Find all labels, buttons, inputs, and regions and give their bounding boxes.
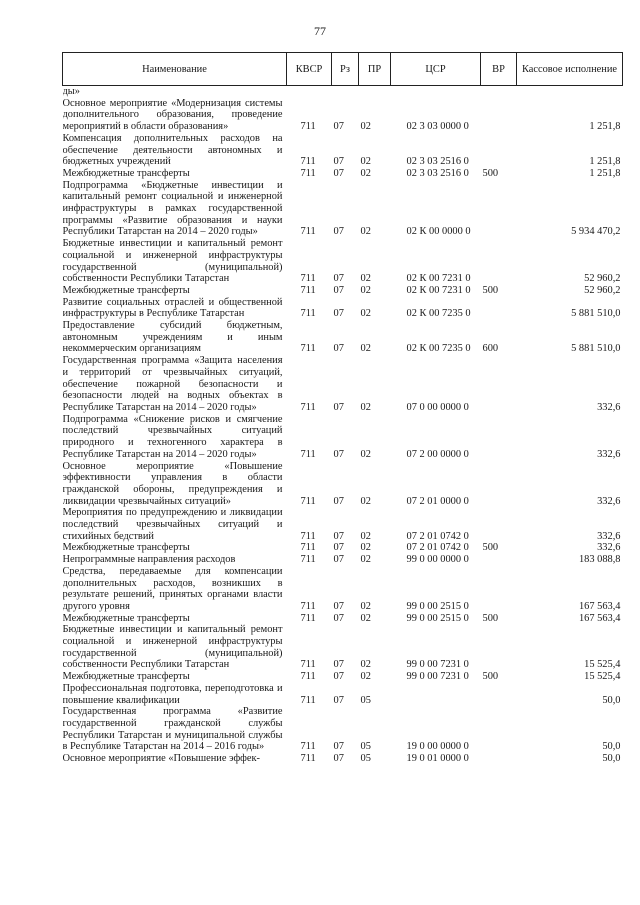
- cell-name: Непрограммные направления расходов: [62, 554, 236, 566]
- cell-pr: 02: [360, 226, 371, 238]
- cell-rz: 07: [333, 600, 344, 612]
- cell-rz: 07: [333, 226, 344, 238]
- cell-name: Мероприятия по предупреждению и ликвидации последствий чрезвычайных ситуаций и стихийных бедствий: [62, 507, 283, 542]
- cell-sum: 167 563,4: [578, 600, 621, 612]
- cell-csr: 02 К 00 7235 0: [406, 343, 471, 355]
- cell-sum: 50,0: [602, 694, 621, 706]
- column-header-kvsr: КВСР: [287, 53, 332, 86]
- cell-vr: [481, 507, 517, 542]
- cell-rz: 07: [333, 542, 344, 554]
- table-row: [63, 238, 623, 285]
- cell-csr: 02 К 00 7235 0: [406, 308, 471, 320]
- cell-name: ды»: [62, 86, 80, 97]
- cell-sum: 15 525,4: [584, 671, 621, 683]
- table-row: [63, 683, 623, 706]
- cell-csr: 99 0 00 2515 0: [406, 612, 469, 624]
- cell-kvsr: 711: [300, 401, 316, 413]
- cell-rz: 07: [333, 273, 344, 285]
- budget-table: [62, 52, 623, 765]
- cell-sum: 332,6: [597, 448, 621, 460]
- cell-kvsr: 711: [300, 741, 316, 753]
- cell-pr: 05: [360, 753, 371, 765]
- table-row: [63, 285, 623, 297]
- cell-kvsr: 711: [300, 530, 316, 542]
- cell-rz: 07: [333, 495, 344, 507]
- cell-kvsr: 711: [300, 273, 316, 285]
- cell-kvsr: 711: [300, 671, 316, 683]
- cell-rz: 07: [333, 659, 344, 671]
- table-body: [63, 86, 623, 765]
- cell-vr: 500: [482, 284, 499, 296]
- column-header-csr: ЦСР: [391, 53, 481, 86]
- cell-sum: 332,6: [597, 542, 621, 554]
- cell-pr: 02: [360, 448, 371, 460]
- cell-pr: 02: [360, 612, 371, 624]
- cell-kvsr: 711: [300, 167, 316, 179]
- cell-pr: 02: [360, 659, 371, 671]
- cell-name: Межбюджетные трансферты: [62, 284, 190, 296]
- cell-pr: 02: [360, 554, 371, 566]
- cell-pr: 02: [360, 308, 371, 320]
- cell-name: Профессиональная подготовка, переподготовка и повышение квалификации: [62, 682, 283, 706]
- cell-vr: [481, 753, 517, 765]
- cell-pr: 02: [360, 671, 371, 683]
- cell-kvsr: 711: [300, 542, 316, 554]
- cell-name: Основное мероприятие «Повышение эффективности управления в области гражданской обороны, предупреждения и ликвидации чрезвычайных ситуаций»: [62, 460, 283, 507]
- table-row: [63, 624, 623, 671]
- cell-sum: 5 881 510,0: [571, 343, 621, 355]
- cell-kvsr: 711: [300, 554, 316, 566]
- cell-csr: 19 0 00 0000 0: [406, 741, 469, 753]
- cell-rz: 07: [333, 741, 344, 753]
- cell-vr: [481, 414, 517, 461]
- cell-vr: 500: [482, 542, 499, 554]
- cell-pr: [359, 86, 391, 98]
- cell-csr: 02 3 03 2516 0: [406, 167, 469, 179]
- cell-csr: 02 К 00 7231 0: [406, 273, 471, 285]
- cell-vr: 500: [482, 167, 499, 179]
- cell-name: Межбюджетные трансферты: [62, 671, 190, 683]
- table-row: [63, 86, 623, 98]
- cell-csr: 07 2 01 0742 0: [406, 530, 469, 542]
- cell-sum: 183 088,8: [578, 554, 621, 566]
- cell-name: Предоставление субсидий бюджетным, автономным учреждениям и иным некоммерческим организациям: [62, 320, 283, 355]
- table-row: [63, 180, 623, 239]
- cell-kvsr: 711: [300, 308, 316, 320]
- column-header-sum: Кассовое исполнение: [517, 53, 623, 86]
- cell-sum: 50,0: [602, 753, 621, 765]
- cell-sum: 52 960,2: [584, 284, 621, 296]
- cell-kvsr: 711: [300, 343, 316, 355]
- cell-sum: 50,0: [602, 741, 621, 753]
- table-row: [63, 320, 623, 355]
- cell-csr: 02 3 03 2516 0: [406, 156, 469, 168]
- cell-vr: [481, 624, 517, 671]
- table-row: [63, 133, 623, 168]
- cell-vr: [481, 180, 517, 239]
- cell-sum: 5 881 510,0: [571, 308, 621, 320]
- cell-name: Средства, передаваемые для компенсации дополнительных расходов, возникших в результате решений, принятых органами власти другого уровня: [62, 565, 283, 612]
- cell-rz: 07: [333, 753, 344, 765]
- cell-vr: 600: [482, 343, 499, 355]
- cell-vr: [481, 706, 517, 753]
- cell-pr: 02: [360, 542, 371, 554]
- cell-name: Бюджетные инвестиции и капитальный ремонт социальной и инженерной инфраструктуры государственной (муниципальной) собственности Республики Татарстан: [62, 238, 283, 285]
- cell-rz: 07: [333, 284, 344, 296]
- table-row: [63, 98, 623, 133]
- cell-csr: 07 2 00 0000 0: [406, 448, 469, 460]
- cell-rz: 07: [333, 612, 344, 624]
- table-row: [63, 566, 623, 613]
- cell-name: Компенсация дополнительных расходов на обеспечение деятельности автономных и бюджетных учреждений: [62, 132, 283, 168]
- cell-vr: [481, 566, 517, 613]
- cell-pr: 02: [360, 530, 371, 542]
- cell-pr: 05: [360, 694, 371, 706]
- cell-kvsr: 711: [300, 121, 316, 133]
- column-header-pr: ПР: [359, 53, 391, 86]
- table-row: [63, 507, 623, 542]
- cell-vr: [481, 98, 517, 133]
- table-row: [63, 542, 623, 554]
- cell-kvsr: 711: [300, 156, 316, 168]
- cell-sum: 52 960,2: [584, 273, 621, 285]
- cell-kvsr: 711: [300, 495, 316, 507]
- cell-vr: [481, 554, 517, 566]
- cell-rz: 07: [333, 554, 344, 566]
- cell-pr: 02: [360, 600, 371, 612]
- cell-csr: 99 0 00 7231 0: [406, 671, 469, 683]
- cell-csr: 99 0 00 2515 0: [406, 600, 469, 612]
- cell-sum: 332,6: [597, 401, 621, 413]
- cell-csr: 07 2 01 0000 0: [406, 495, 469, 507]
- column-header-vr: ВР: [481, 53, 517, 86]
- cell-vr: 500: [482, 612, 499, 624]
- cell-name: Государственная программа «Развитие государственной гражданской службы Республики Татарстан и муниципальной службы в Республике Татарстан на 2014 – 2016 годы»: [62, 706, 283, 753]
- cell-name: Подпрограмма «Снижение рисков и смягчение последствий чрезвычайных ситуаций природного и техногенного характера в Республике Татарстан на 2014 – 2020 годы»: [62, 413, 283, 460]
- cell-pr: 05: [360, 741, 371, 753]
- table-row: [63, 355, 623, 414]
- cell-pr: 02: [360, 284, 371, 296]
- cell-vr: [481, 461, 517, 508]
- cell-csr: [391, 683, 481, 706]
- page-number: 77: [314, 24, 326, 38]
- cell-sum: 1 251,8: [589, 156, 621, 168]
- cell-rz: 07: [333, 671, 344, 683]
- cell-sum: 332,6: [597, 495, 621, 507]
- cell-vr: [481, 86, 517, 98]
- cell-pr: 02: [360, 273, 371, 285]
- cell-vr: [481, 683, 517, 706]
- cell-csr: [391, 86, 481, 98]
- cell-name: Основное мероприятие «Модернизация системы дополнительного образования, проведение мероприятий в области образования»: [62, 97, 283, 133]
- cell-kvsr: 711: [300, 226, 316, 238]
- cell-vr: [481, 297, 517, 320]
- cell-kvsr: 711: [300, 284, 316, 296]
- cell-sum: 332,6: [597, 530, 621, 542]
- cell-name: Межбюджетные трансферты: [62, 612, 190, 624]
- table-row: [63, 671, 623, 683]
- cell-rz: 07: [333, 308, 344, 320]
- table-row: [63, 297, 623, 320]
- cell-name: Основное мероприятие «Повышение эффек-: [62, 753, 261, 765]
- cell-sum: 1 251,8: [589, 167, 621, 179]
- cell-kvsr: 711: [300, 659, 316, 671]
- cell-rz: 07: [333, 167, 344, 179]
- cell-name: Межбюджетные трансферты: [62, 167, 190, 179]
- table-header: [63, 53, 623, 86]
- table-row: [63, 753, 623, 765]
- table-row: [63, 706, 623, 753]
- cell-pr: 02: [360, 167, 371, 179]
- cell-csr: 19 0 01 0000 0: [406, 753, 469, 765]
- cell-rz: 07: [333, 121, 344, 133]
- cell-pr: 02: [360, 121, 371, 133]
- cell-rz: 07: [333, 401, 344, 413]
- cell-sum: 1 251,8: [589, 121, 621, 133]
- cell-rz: 07: [333, 530, 344, 542]
- cell-csr: 99 0 00 7231 0: [406, 659, 469, 671]
- cell-pr: 02: [360, 343, 371, 355]
- table-row: [63, 168, 623, 180]
- table-row: [63, 414, 623, 461]
- cell-name: Межбюджетные трансферты: [62, 542, 190, 554]
- cell-vr: 500: [482, 671, 499, 683]
- cell-csr: 02 К 00 7231 0: [406, 284, 471, 296]
- cell-kvsr: 711: [300, 448, 316, 460]
- cell-rz: 07: [333, 448, 344, 460]
- cell-kvsr: 711: [300, 753, 316, 765]
- table-row: [63, 461, 623, 508]
- cell-csr: 99 0 00 0000 0: [406, 554, 469, 566]
- cell-csr: 02 К 00 0000 0: [406, 226, 471, 238]
- cell-vr: [481, 238, 517, 285]
- cell-rz: 07: [333, 156, 344, 168]
- cell-rz: 07: [333, 343, 344, 355]
- cell-sum: 5 934 470,2: [571, 226, 621, 238]
- cell-sum: 167 563,4: [578, 612, 621, 624]
- cell-rz: [332, 86, 359, 98]
- cell-vr: [481, 355, 517, 414]
- cell-sum: 15 525,4: [584, 659, 621, 671]
- cell-sum: [517, 86, 623, 98]
- column-header-name: Наименование: [63, 53, 287, 86]
- cell-csr: 07 0 00 0000 0: [406, 401, 469, 413]
- table-row: [63, 613, 623, 625]
- cell-pr: 02: [360, 156, 371, 168]
- cell-name: Бюджетные инвестиции и капитальный ремонт социальной и инженерной инфраструктуры государственной (муниципальной) собственности Республики Татарстан: [62, 624, 283, 671]
- cell-pr: 02: [360, 495, 371, 507]
- cell-kvsr: 711: [300, 612, 316, 624]
- cell-rz: 07: [333, 694, 344, 706]
- cell-kvsr: [287, 86, 332, 98]
- cell-vr: [481, 133, 517, 168]
- cell-name: Развитие социальных отраслей и общественной инфраструктуры в Республике Татарстан: [62, 296, 283, 320]
- cell-kvsr: 711: [300, 694, 316, 706]
- cell-name: Подпрограмма «Бюджетные инвестиции и капитальный ремонт социальной и инженерной инфраструктуры в рамках государственной программы «Развитие образования и науки Республики Татарстан на 2014 – 2020 годы»: [62, 179, 283, 238]
- cell-pr: 02: [360, 401, 371, 413]
- cell-csr: 07 2 01 0742 0: [406, 542, 469, 554]
- column-header-rz: Рз: [332, 53, 359, 86]
- table-row: [63, 554, 623, 566]
- cell-csr: 02 3 03 0000 0: [406, 121, 469, 133]
- cell-name: Государственная программа «Защита населения и территорий от чрезвычайных ситуаций, обеспечение пожарной безопасности и безопасности людей на водных объектах в Республике Татарстан на 2014 – 2020 годы»: [62, 355, 283, 413]
- cell-kvsr: 711: [300, 600, 316, 612]
